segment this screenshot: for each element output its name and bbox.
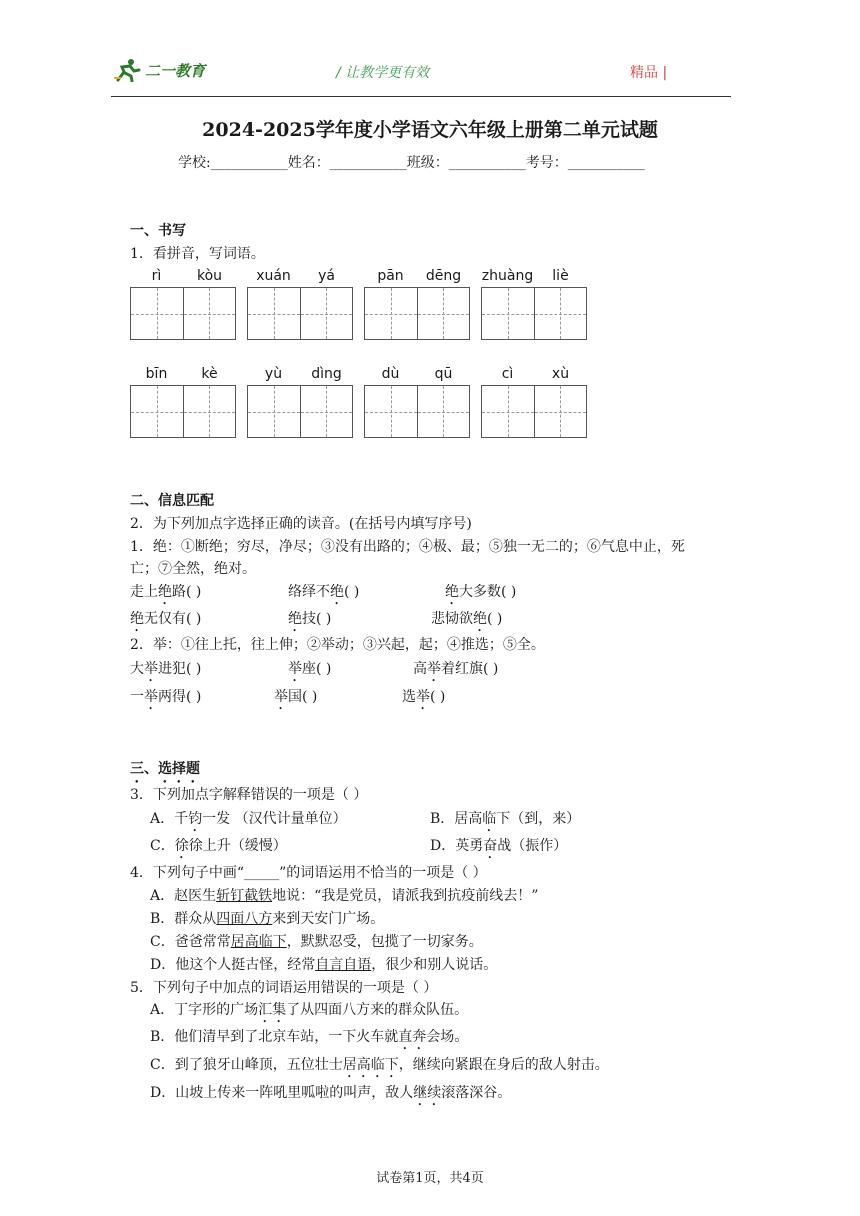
question-1: 1．看拼音，写词语。 (130, 246, 265, 262)
jue-item: 走上绝路( ) (130, 584, 202, 600)
q4-option-a[interactable]: A．赵医生斩钉截铁地说：“我是党员，请派我到抗疫前线去！” (150, 888, 539, 904)
ju-item: 举国( ) (274, 689, 318, 705)
logo (112, 58, 205, 82)
pinyin-label: yá (318, 268, 335, 284)
q5-option-b[interactable]: B．他们清早到了北京车站，一下火车就直奔会场。 (150, 1029, 469, 1045)
ju-definition: 2．举：①往上托，往上伸；②举动；③兴起，起；④推选；⑤全。 (130, 637, 545, 653)
ju-item: 大举进犯( ) (130, 661, 202, 677)
question-3: 3．下列加点字解释错误的一项是（ ） (130, 787, 368, 803)
pinyin-label: dìng (311, 366, 342, 382)
jue-item: 络绎不绝( ) (288, 584, 360, 600)
writing-grid[interactable] (481, 287, 587, 340)
pinyin-label: qū (434, 366, 453, 382)
student-info-line: 学校:___________姓名：___________班级：___________考号：___________ (178, 155, 645, 171)
page-footer: 试卷第1页，共4页 (376, 1171, 484, 1186)
pinyin-label: liè (552, 268, 569, 284)
jue-item: 绝大多数( ) (445, 584, 517, 600)
pinyin-label: dù (381, 366, 400, 382)
question-4: 4．下列句子中画“_____”的词语运用不恰当的一项是（ ） (130, 865, 487, 881)
pinyin-label: rì (151, 268, 162, 284)
q5-option-c[interactable]: C．到了狼牙山峰顶，五位壮士居高临下，继续向紧跟在身后的敌人射击。 (150, 1057, 609, 1073)
pinyin-label: yù (264, 366, 283, 382)
writing-grid[interactable] (364, 287, 470, 340)
jue-item: 绝技( ) (288, 611, 332, 627)
section-3-heading: 三、选择题 (130, 761, 200, 777)
q4-option-d[interactable]: D．他这个人挺古怪，经常自言自语，很少和别人说话。 (150, 957, 498, 973)
q4-option-c[interactable]: C．爸爸常常居高临下，默默忍受，包揽了一切家务。 (150, 934, 483, 950)
ju-item: 一举两得( ) (130, 689, 202, 705)
ju-item: 高举着红旗( ) (413, 661, 499, 677)
question-2: 2．为下列加点字选择正确的读音。(在括号内填写序号) (130, 516, 472, 532)
q3-option-d[interactable]: D．英勇奋战（振作） (430, 838, 568, 854)
pinyin-label: xuán (256, 268, 291, 284)
q3-option-c[interactable]: C．徐徐上升（缓慢） (150, 838, 287, 854)
ju-item: 选举( ) (402, 689, 446, 705)
ju-item: 举座( ) (288, 661, 332, 677)
slogan: / 让教学更有效 (336, 65, 430, 81)
section-2-heading: 二、信息匹配 (130, 493, 214, 509)
header-divider (111, 96, 731, 97)
writing-grid[interactable] (481, 385, 587, 438)
writing-grid[interactable] (247, 385, 353, 438)
pinyin-label: pān (377, 268, 404, 284)
pinyin-label: bīn (145, 366, 168, 382)
q4-option-b[interactable]: B．群众从四面八方来到天安门广场。 (150, 911, 385, 927)
writing-grid[interactable] (130, 287, 236, 340)
section-1-heading: 一、书写 (130, 223, 186, 239)
writing-grid[interactable] (247, 287, 353, 340)
question-5: 5．下列句子中加点的词语运用错误的一项是（ ） (130, 980, 438, 996)
pinyin-label: cì (501, 366, 514, 382)
writing-grid[interactable] (130, 385, 236, 438)
pinyin-label: xù (551, 366, 570, 382)
jue-item: 悲恸欲绝( ) (431, 611, 503, 627)
q5-option-d[interactable]: D．山坡上传来一阵吼里呱啦的叫声，敌人继续滚落深谷。 (150, 1085, 512, 1101)
q5-option-a[interactable]: A．丁字形的广场汇集了从四面八方来的群众队伍。 (150, 1002, 469, 1018)
runner-logo-icon (112, 58, 142, 82)
pinyin-label: kè (201, 366, 218, 382)
jue-definition-line-1: 1．绝：①断绝；穷尽，净尽；③没有出路的；④极、最；⑤独一无二的；⑥气息中止，死 (130, 539, 685, 555)
jue-item: 绝无仅有( ) (130, 611, 202, 627)
logo-text: 二一教育 (145, 61, 206, 80)
pinyin-label: dēng (425, 268, 462, 284)
pinyin-label: zhuàng (481, 268, 534, 284)
q3-option-a[interactable]: A．千钧一发 （汉代计量单位） (150, 811, 347, 827)
jue-definition-line-2: 亡；⑦全然，绝对。 (130, 561, 256, 577)
page-title: 2024-2025学年度小学语文六年级上册第二单元试题 (202, 119, 658, 141)
pinyin-label: kòu (196, 268, 223, 284)
q3-option-b[interactable]: B．居高临下（到，来） (430, 811, 581, 827)
writing-grid[interactable] (364, 385, 470, 438)
quality-tag: 精品 | (630, 65, 668, 81)
